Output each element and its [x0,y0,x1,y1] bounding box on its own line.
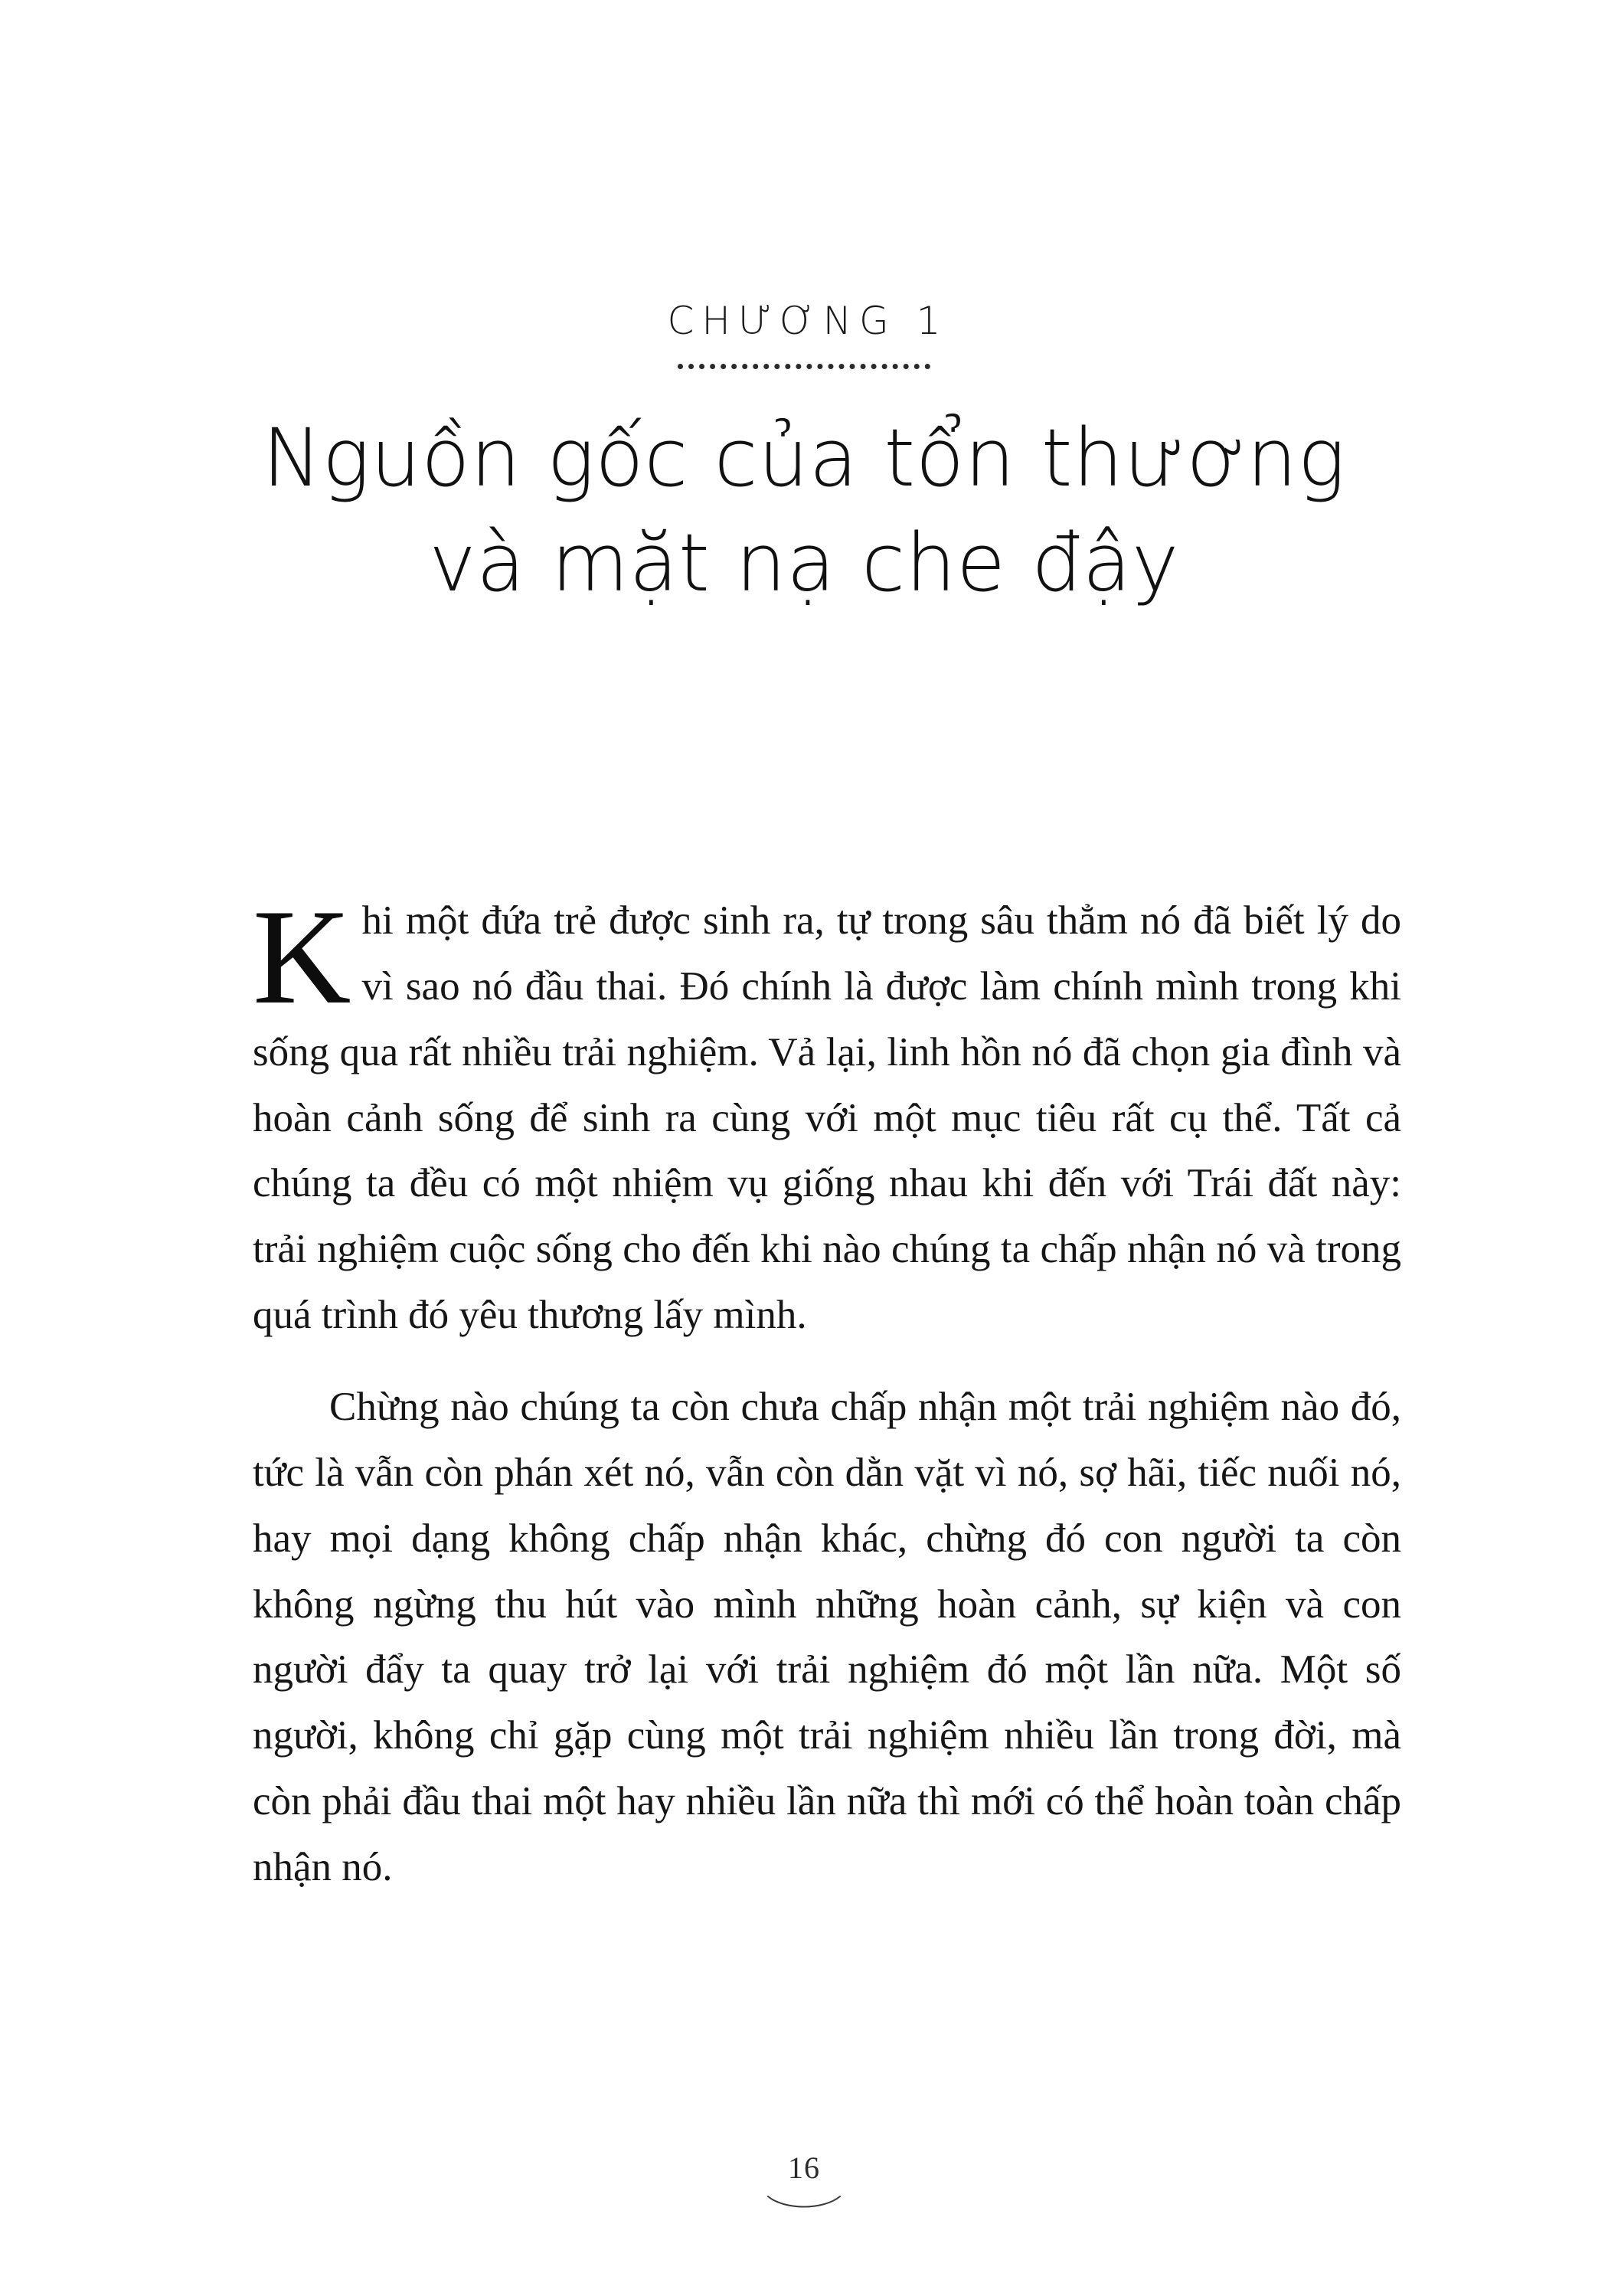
chapter-header [0,300,1608,617]
page-footer [0,2150,1608,2210]
body-copy [253,881,1401,1927]
page-title [0,406,1608,617]
paragraph-1-text: hi một đứa trẻ được sinh ra, tự trong sâu thẳm nó đã biết lý do vì sao nó đầu thai. Đó chính là được làm chính mình trong khi sống qua rất nhiều trải nghiệm. Vả lại, linh hồn nó đã chọn gia đình và hoàn cảnh sống để sinh ra cùng với một mục tiêu rất cụ thể. Tất cả chúng ta đều có một nhiệm vụ giống nhau khi đến với Trái đất này: trải nghiệm cuộc sống cho đến khi nào chúng ta chấp nhận nó và trong quá trình đó yêu thương lấy mình. [253,898,1401,1338]
chapter-title-line-1: Nguồn gốc của tổn thương [262,411,1346,505]
paragraph-2: Chừng nào chúng ta còn chưa chấp nhận một trải nghiệm nào đó, tức là vẫn còn phán xét nó, vẫn còn dằn vặt vì nó, sợ hãi, tiếc nuối nó, hay mọi dạng không chấp nhận khác, chừng đó con người ta còn không ngừng thu hút vào mình những hoàn cảnh, sự kiện và con người đẩy ta quay trở lại với trải nghiệm đó một lần nữa. Một số người, không chỉ gặp cùng một trải nghiệm nhiều lần trong đời, mà còn phải đầu thai một hay nhiều lần nữa thì mới có thể hoàn toàn chấp nhận nó. [253,1385,1401,1890]
chapter-title-line-2: và mặt nạ che đậy [429,516,1179,610]
paragraph-1 [253,881,1401,1349]
chapter-eyebrow: CHƯƠNG 1 [667,299,949,343]
dotted-divider [678,364,930,369]
page-number: 16 [788,2150,820,2185]
drop-cap: K [253,881,351,1032]
flourish-icon [762,2190,846,2210]
